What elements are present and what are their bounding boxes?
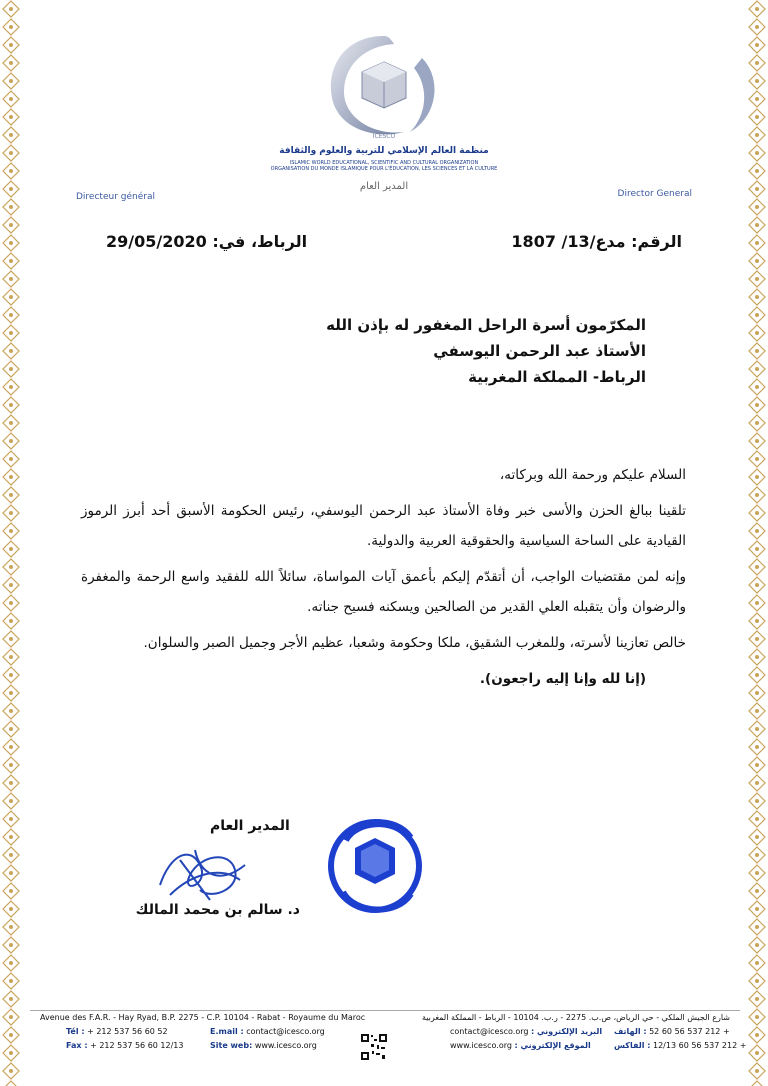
- paragraph: خالص تعازينا لأسرته، وللمغرب الشقيق، ملكا وحكومة وشعبا، عظيم الأجر وجميل الصبر والسلوان.: [143, 635, 686, 651]
- footer-fax-arabic: + 212 537 56 60 12/13 : الفاكس: [614, 1041, 747, 1050]
- closing-verse: (إنا لله وإنا إليه راجعون).: [479, 671, 646, 687]
- qr-code: [360, 1033, 388, 1061]
- greeting: السلام عليكم ورحمة الله وبركاته،: [499, 467, 686, 483]
- footer-address-french: Avenue des F.A.R. - Hay Ryad, B.P. 2275 - C.P. 10104 - Rabat - Royaume du Maroc: [40, 1013, 366, 1022]
- letter-date: الرباط، في: 29/05/2020: [106, 232, 308, 251]
- signatory-name: د. سالم بن محمد المالك: [135, 902, 300, 918]
- footer-tel: Tél : + 212 537 56 60 52: [66, 1027, 168, 1036]
- official-stamp: [325, 810, 425, 922]
- director-general-arabic: المدير العام: [359, 181, 409, 192]
- icesco-logo: [314, 28, 454, 148]
- footer-fax: Fax : + 212 537 56 60 12/13: [66, 1041, 184, 1050]
- footer-website-arabic: www.icesco.org : الموقع الإلكتروني: [450, 1041, 591, 1050]
- org-name-arabic: منظمة العالم الإسلامي للتربية والعلوم والثقافة: [279, 146, 489, 156]
- address-line: الرباط- المملكة المغربية: [468, 368, 646, 386]
- reference-number: الرقم: مدع/13/ 1807: [511, 232, 682, 251]
- recipient-address: [126, 312, 646, 390]
- footer-tel-arabic: + 212 537 56 60 52 : الهاتف: [614, 1027, 730, 1036]
- address-line: المكرّمون أسرة الراحل المغفور له بإذن الله: [326, 316, 646, 334]
- director-general-english: Director General: [617, 189, 692, 199]
- footer-email-arabic: contact@icesco.org : البريد الإلكتروني: [450, 1027, 603, 1036]
- address-line: الأستاذ عبد الرحمن اليوسفي: [433, 342, 646, 360]
- letter-body: [81, 460, 686, 700]
- logo-label: ICESCO: [372, 133, 396, 140]
- signature-title: المدير العام: [210, 818, 290, 834]
- paragraph: وإنه لمن مقتضيات الواجب، أن أتقدّم إليكم بأعمق آيات المواساة، سائلاً الله للفقيد واسع الرحمة والمغفرة والرضوان وأن يتقبله العلي القدير من الصالحين ويسكنه فسيح جناته.: [81, 569, 686, 615]
- right-ornamental-border: [746, 0, 768, 1086]
- footer-email: E.mail : contact@icesco.org: [210, 1027, 325, 1036]
- paragraph: تلقينا ببالغ الحزن والأسى خبر وفاة الأستاذ عبد الرحمن اليوسفي، رئيس الحكومة الأسبق أحد أبرز الرموز القيادية على الساحة السياسية والحقوقية العربية والدولية.: [81, 503, 686, 549]
- footer-address-arabic: شارع الجيش الملكي - حي الرياض، ص.ب. 2275 - ر.ب. 10104 - الرباط - المملكة المغربية: [421, 1013, 730, 1022]
- left-ornamental-border: [0, 0, 22, 1086]
- footer-website: Site web: www.icesco.org: [210, 1041, 317, 1050]
- director-general-french: Directeur général: [76, 192, 155, 202]
- footer: [30, 1010, 747, 1071]
- org-name-english: ISLAMIC WORLD EDUCATIONAL, SCIENTIFIC AND CULTURAL ORGANIZATION ORGANISATION DU MONDE ISLAMIQUE POUR L'ÉDUCATION, LES SCIENCES ET LA CULTURE: [270, 160, 498, 172]
